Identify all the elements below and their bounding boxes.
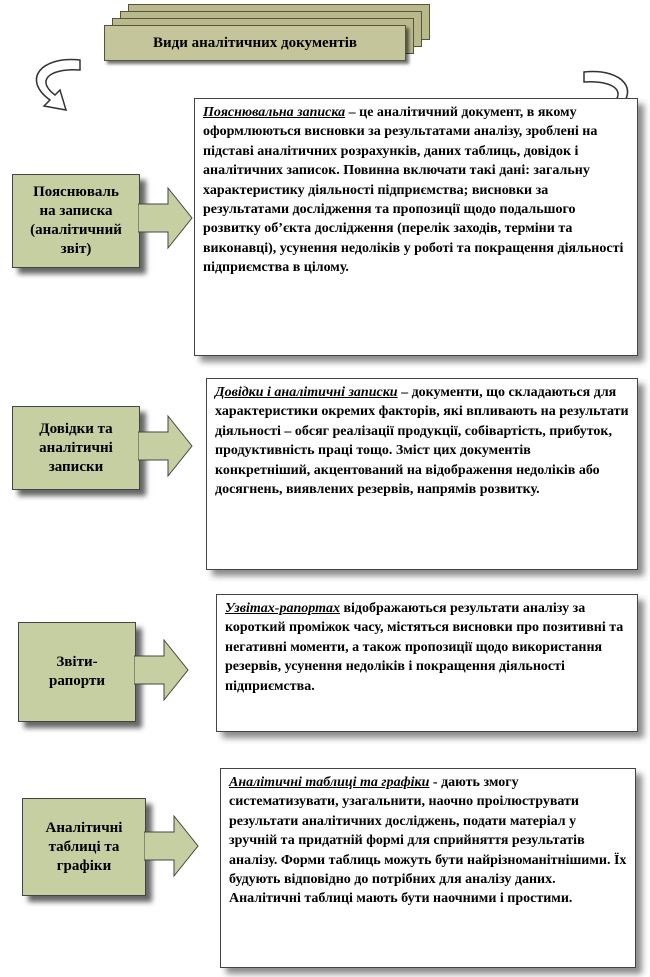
description-box-tables-charts [220, 768, 636, 968]
category-box-explanatory-note: Пояснюваль на записка (аналітичний звіт) [12, 174, 140, 268]
category-box-short-reports: Звіти- рапорти [18, 622, 136, 722]
term: Аналітичні таблиці та графіки [229, 775, 430, 790]
description-text: – документи, що складаються для характеристики окремих факторів, які впливають на результати діяльності – обсяг реалізації продукції, собівартість, прибуток, продуктивність праці тощо. Зміст цих документів конкретніший, акцентований на відображення недоліків або досягнень, виявлених резервів, напрямів розвитку. [215, 385, 629, 498]
description-text: – це аналітичний документ, в якому оформлюються висновки за результатами аналізу, зроблені на підставі аналітичних розрахунків, даних таблиць, довідок і аналітичних записок. Повинна включати такі дані: загальну характеристику діяльності підприємства; висновки за результатами дослідження та пропозиції щодо подальшого розвитку об’єкта дослідження (перелік заходів, терміни та виконавці), усунення недоліків у роботі та покращення діяльності підприємства в цілому. [203, 105, 624, 276]
title-banner [104, 4, 436, 66]
description-text: - дають змогу систематизувати, узагальнити, наочно проілюструвати результати аналітичних досліджень, подати матеріал у зручній та придатній формі для сприйняття результатів аналізу. Форми таблиць можуть бути найрізноманітнішими. Їх будують відповідно до потрібних для аналізу даних. Аналітичні таблиці мають бути наочними і простими. [229, 775, 627, 907]
category-box-tables-charts: Аналітичні таблиці та графіки [22, 798, 146, 896]
arrow-right-icon [144, 814, 200, 878]
diagram-title: Види аналітичних документів [104, 25, 406, 61]
arrow-right-icon [138, 186, 194, 250]
term: Пояснювальна записка [203, 105, 346, 120]
category-box-reports-notes: Довідки та аналітичні записки [12, 406, 140, 490]
description-text: відображаються результати аналізу за короткий проміжок часу, містяться висновки про позитивні та негативні моменти, а також пропозиції щодо використання резервів, усунення недоліків і покращення діяльності підприємства. [225, 601, 624, 694]
term: Узвітах-рапортах [225, 601, 340, 616]
description-box-short-reports [216, 594, 638, 732]
description-box-explanatory-note [194, 98, 638, 356]
description-box-reports-notes [206, 378, 638, 570]
arrow-right-icon [134, 638, 190, 702]
term: Довідки і аналітичні записки [215, 385, 398, 400]
arrow-right-icon [138, 414, 194, 478]
curved-arrow-left-icon [22, 48, 92, 128]
